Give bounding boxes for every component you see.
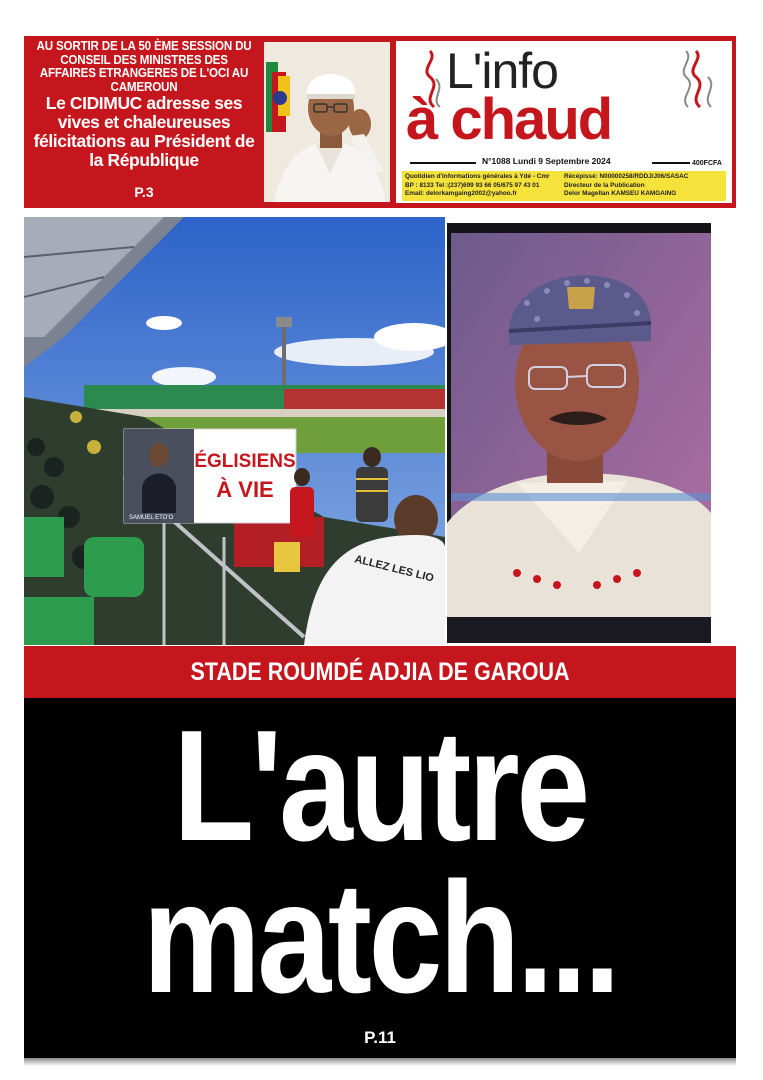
banner-name: SAMUEL ETO'O bbox=[129, 515, 174, 521]
info-line: Email: delorkamgaing2002@yahoo.fr bbox=[405, 190, 518, 198]
teaser-headline: Le CIDIMUC adresse ses vives et chaleureuses félicitations au Président de la République bbox=[33, 93, 255, 170]
info-line: Delor Magellan KAMSEU KAMGAING bbox=[564, 190, 677, 198]
info-line: Quotidien d'informations générales à Ydé - Cmr bbox=[405, 173, 550, 180]
logo-text-linfo: L'info bbox=[446, 43, 558, 99]
issue-rule-left bbox=[410, 162, 476, 164]
stadium-photo bbox=[24, 217, 445, 645]
publication-contact bbox=[405, 173, 561, 199]
main-headline-box[interactable] bbox=[24, 698, 736, 1058]
section-banner bbox=[24, 646, 736, 698]
issue-rule-right bbox=[652, 162, 690, 164]
info-line: Directeur de la Publication bbox=[564, 181, 645, 189]
main-headline-line1: L'autre bbox=[173, 698, 587, 874]
teaser-portrait-photo bbox=[264, 42, 390, 202]
screen-portrait-photo bbox=[447, 223, 711, 643]
main-headline-line2: match... bbox=[142, 850, 618, 1026]
publication-credits bbox=[564, 173, 724, 199]
main-headline-page-ref: P.11 bbox=[364, 1028, 396, 1047]
issue-number-date: N°1088 Lundi 9 Septembre 2024 bbox=[482, 156, 611, 166]
banner-text-line1: ÉGLISIENS bbox=[194, 451, 296, 472]
banner-text-line2: À VIE bbox=[216, 477, 274, 502]
steam-right-icon bbox=[678, 49, 718, 109]
page-shadow bbox=[24, 1058, 736, 1066]
teaser-page-ref: P.3 bbox=[134, 184, 154, 200]
masthead bbox=[24, 36, 736, 208]
fan-banner bbox=[124, 429, 296, 523]
info-line: Récépissé: N00000258/RDDJ/J06/SASAC bbox=[564, 173, 689, 180]
newspaper-logo[interactable] bbox=[396, 41, 732, 203]
logo-text-achaud: à chaud bbox=[406, 87, 612, 152]
teaser-kicker: AU SORTIR DE LA 50 ÈME SESSION DU CONSEIL DES MINISTRES DES AFFAIRES ETRANGERES DE L'OCI AU CAMEROUN bbox=[36, 39, 252, 94]
info-line: BP : 8133 Tel :(237)699 93 66 05/675 97 43 01 bbox=[405, 181, 540, 189]
teaser-story[interactable] bbox=[24, 36, 264, 208]
section-title: STADE ROUMDÉ ADJIA DE GAROUA bbox=[190, 658, 570, 686]
publication-info-block bbox=[402, 171, 726, 201]
shirt-text: ALLEZ LES LIO bbox=[353, 553, 436, 585]
issue-price: 400FCFA bbox=[692, 160, 722, 167]
